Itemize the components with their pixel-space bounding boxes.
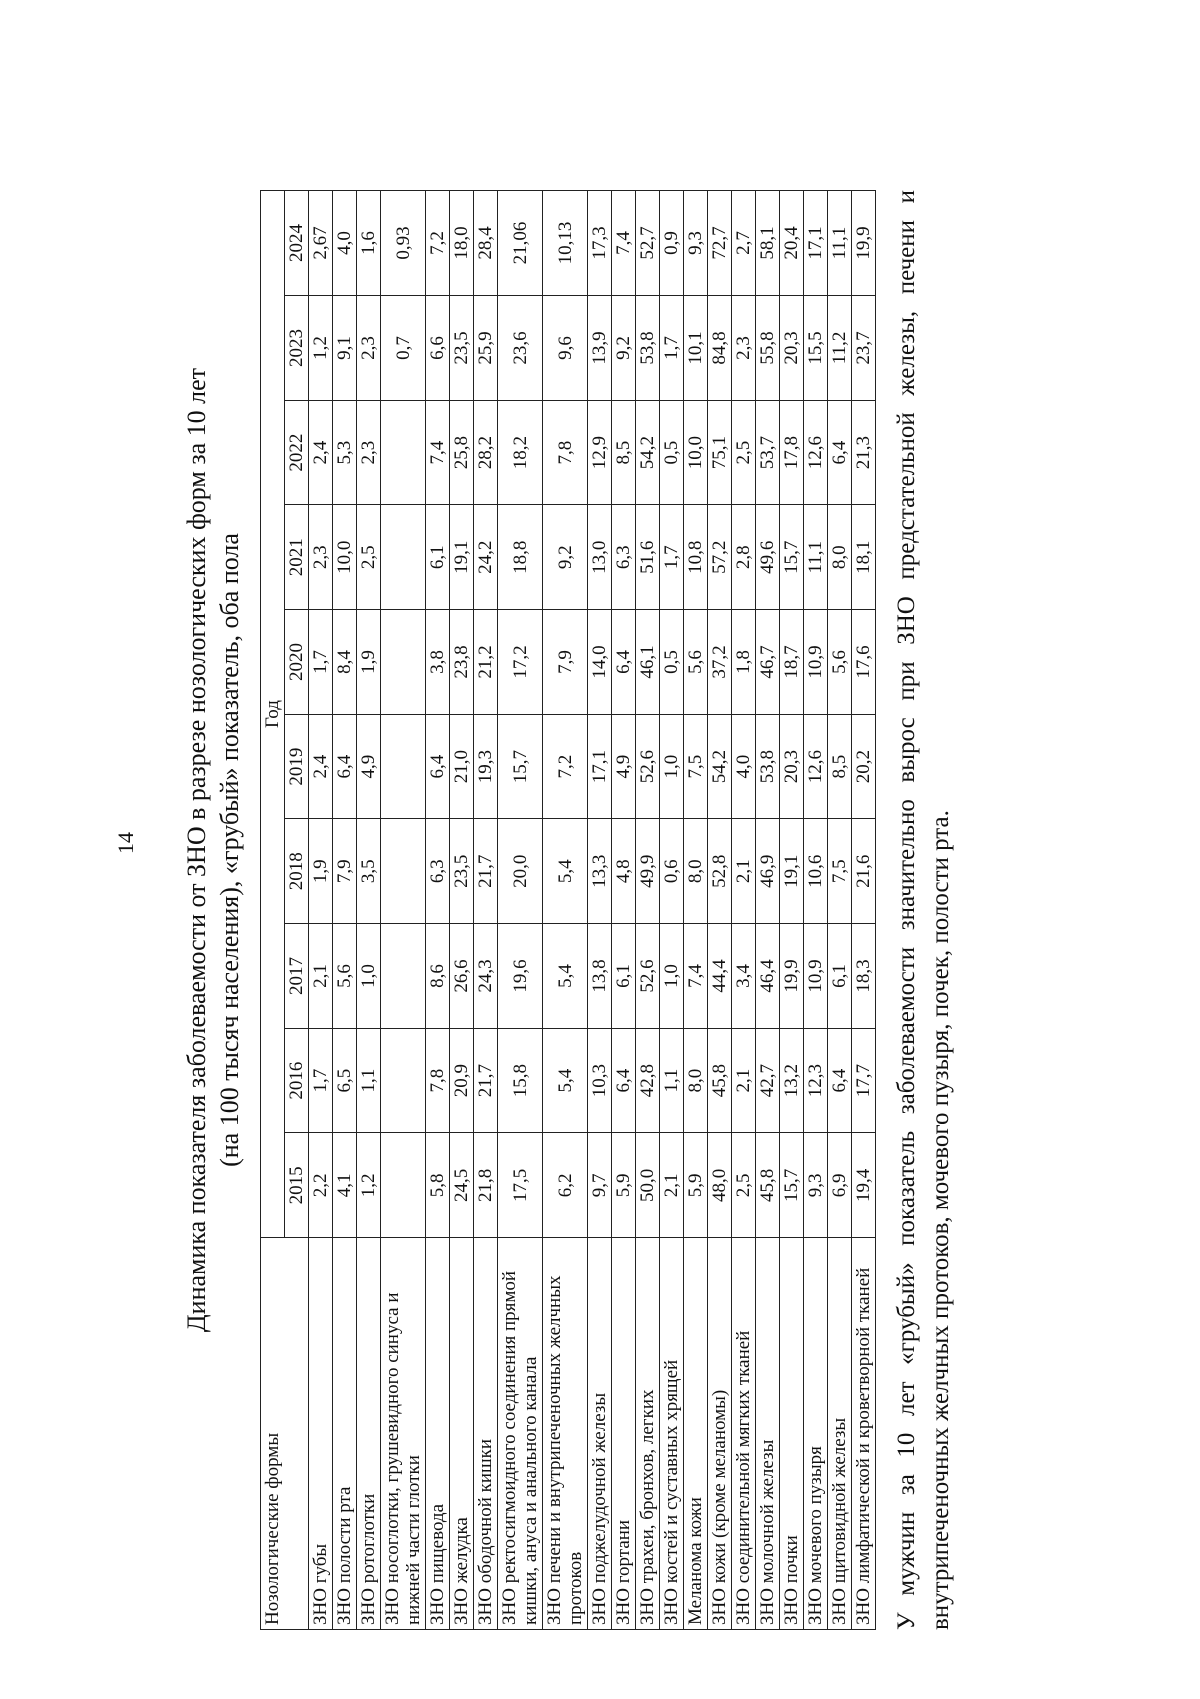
row-name: ЗНО щитовидной железы (828, 1238, 852, 1630)
table-cell: 19,1 (780, 819, 804, 924)
table-cell: 8,6 (426, 924, 450, 1029)
table-cell: 8,0 (684, 1028, 708, 1133)
year-header: 2015 (285, 1133, 309, 1238)
table-cell: 17,7 (852, 1028, 876, 1133)
table-cell: 21,0 (450, 714, 474, 819)
table-cell (381, 1133, 426, 1238)
table-cell: 18,8 (498, 505, 543, 610)
table-cell: 4,9 (612, 714, 636, 819)
page-number: 14 (113, 832, 138, 854)
table-cell: 42,7 (756, 1028, 780, 1133)
table-cell: 46,9 (756, 819, 780, 924)
table-cell: 50,0 (636, 1133, 660, 1238)
table-cell: 84,8 (708, 296, 732, 401)
table-cell: 4,9 (357, 714, 381, 819)
table-cell: 17,5 (498, 1133, 543, 1238)
table-cell: 54,2 (636, 400, 660, 505)
table-cell: 23,5 (450, 296, 474, 401)
table-row (732, 191, 756, 1630)
table-cell: 4,0 (732, 714, 756, 819)
table-cell: 5,4 (543, 924, 588, 1029)
table-cell: 25,8 (450, 400, 474, 505)
table-cell: 14,0 (588, 610, 612, 715)
table-row (684, 191, 708, 1630)
row-name: ЗНО почки (780, 1238, 804, 1630)
table-cell: 5,8 (426, 1133, 450, 1238)
row-name: Меланома кожи (684, 1238, 708, 1630)
row-name: ЗНО носоглотки, грушевидного синуса и нижней части глотки (381, 1238, 426, 1630)
table-row (426, 191, 450, 1630)
table-cell: 55,8 (756, 296, 780, 401)
table-cell: 0,9 (660, 191, 684, 296)
table-cell: 6,3 (612, 505, 636, 610)
table-cell: 58,1 (756, 191, 780, 296)
table-row (309, 191, 333, 1630)
table-cell: 19,3 (474, 714, 498, 819)
table-row (780, 191, 804, 1630)
table-cell: 6,1 (426, 505, 450, 610)
table-cell: 49,9 (636, 819, 660, 924)
table-cell: 10,6 (804, 819, 828, 924)
table-cell: 6,4 (828, 1028, 852, 1133)
table-cell: 15,7 (498, 714, 543, 819)
table-cell: 2,67 (309, 191, 333, 296)
table-cell: 7,5 (684, 714, 708, 819)
table-cell: 0,93 (381, 191, 426, 296)
table-cell: 2,3 (309, 505, 333, 610)
table-cell: 7,8 (426, 1028, 450, 1133)
table-cell: 51,6 (636, 505, 660, 610)
incidence-table (260, 190, 876, 1630)
table-cell: 12,6 (804, 714, 828, 819)
table-cell: 7,5 (828, 819, 852, 924)
table-cell: 7,4 (684, 924, 708, 1029)
table-cell: 6,5 (333, 1028, 357, 1133)
table-cell: 2,2 (309, 1133, 333, 1238)
table-cell: 19,9 (780, 924, 804, 1029)
year-header: 2024 (285, 191, 309, 296)
table-cell: 20,4 (780, 191, 804, 296)
table-cell (381, 714, 426, 819)
table-cell: 4,0 (333, 191, 357, 296)
table-cell: 10,8 (684, 505, 708, 610)
table-cell (381, 505, 426, 610)
table-cell: 2,8 (732, 505, 756, 610)
table-cell: 6,4 (612, 610, 636, 715)
table-cell: 17,8 (780, 400, 804, 505)
row-name: ЗНО пищевода (426, 1238, 450, 1630)
table-cell: 5,6 (684, 610, 708, 715)
table-cell: 52,6 (636, 924, 660, 1029)
table-cell: 18,0 (450, 191, 474, 296)
table-row (333, 191, 357, 1630)
table-row (588, 191, 612, 1630)
year-header: 2021 (285, 505, 309, 610)
row-name: ЗНО соединительной мягких тканей (732, 1238, 756, 1630)
header-row (261, 191, 285, 1630)
table-cell: 1,1 (357, 1028, 381, 1133)
table-cell: 21,3 (852, 400, 876, 505)
table-cell: 2,1 (732, 1028, 756, 1133)
table-cell: 9,6 (543, 296, 588, 401)
table-cell: 7,9 (543, 610, 588, 715)
table-cell: 15,7 (780, 505, 804, 610)
table-cell: 8,5 (612, 400, 636, 505)
table-cell: 2,3 (732, 296, 756, 401)
table-title: Динамика показателя заболеваемости от ЗНО в разрезе нозологических форм за 10 лет (182, 367, 211, 1333)
row-name: ЗНО молочной железы (756, 1238, 780, 1630)
table-cell: 21,06 (498, 191, 543, 296)
table-cell: 8,0 (684, 819, 708, 924)
table-cell: 46,4 (756, 924, 780, 1029)
table-cell: 8,5 (828, 714, 852, 819)
table-cell: 25,9 (474, 296, 498, 401)
table-cell: 9,1 (333, 296, 357, 401)
table-cell: 7,4 (612, 191, 636, 296)
table-cell: 13,0 (588, 505, 612, 610)
table-cell: 7,8 (543, 400, 588, 505)
table-subtitle: (на 100 тысяч населения), «грубый» показатель, оба пола (215, 533, 244, 1167)
table-cell: 6,6 (426, 296, 450, 401)
table-cell: 9,3 (684, 191, 708, 296)
table-cell: 11,1 (804, 505, 828, 610)
table-cell: 1,7 (660, 505, 684, 610)
table-cell: 1,2 (357, 1133, 381, 1238)
table-cell: 2,7 (732, 191, 756, 296)
table-cell: 2,5 (732, 1133, 756, 1238)
table-cell: 10,9 (804, 610, 828, 715)
table-cell (381, 400, 426, 505)
table-cell: 20,0 (498, 819, 543, 924)
table-cell: 7,2 (543, 714, 588, 819)
table-cell: 11,1 (828, 191, 852, 296)
row-name: ЗНО желудка (450, 1238, 474, 1630)
table-cell: 8,4 (333, 610, 357, 715)
table-row (804, 191, 828, 1630)
table-cell: 3,4 (732, 924, 756, 1029)
table-cell: 2,1 (732, 819, 756, 924)
table-cell: 0,5 (660, 400, 684, 505)
row-name: ЗНО костей и суставных хрящей (660, 1238, 684, 1630)
table-cell: 6,1 (612, 924, 636, 1029)
table-cell: 2,3 (357, 400, 381, 505)
summary-paragraph: У мужчин за 10 лет «грубый» показатель заболеваемости значительно вырос при ЗНО предстательной железы, печени и внутрипеченочных желчных протоков, мочевого пузыря, почек, полости рта. (893, 190, 954, 1630)
table-cell: 17,3 (588, 191, 612, 296)
table-cell: 0,7 (381, 296, 426, 401)
table-cell (381, 924, 426, 1029)
table-cell: 1,7 (309, 1028, 333, 1133)
table-cell: 53,8 (756, 714, 780, 819)
year-header: 2018 (285, 819, 309, 924)
row-name: ЗНО полости рта (333, 1238, 357, 1630)
table-cell: 5,4 (543, 819, 588, 924)
row-name: ЗНО поджелудочной железы (588, 1238, 612, 1630)
table-cell: 1,9 (357, 610, 381, 715)
table-cell: 7,2 (426, 191, 450, 296)
table-cell: 7,9 (333, 819, 357, 924)
table-row (498, 191, 543, 1630)
row-name: ЗНО ректосигмоидного соединения прямой кишки, ануса и анального канала (498, 1238, 543, 1630)
table-cell: 24,2 (474, 505, 498, 610)
table-cell: 5,3 (333, 400, 357, 505)
table-cell: 10,9 (804, 924, 828, 1029)
table-cell: 20,3 (780, 714, 804, 819)
table-cell: 5,9 (612, 1133, 636, 1238)
table-row (612, 191, 636, 1630)
table-cell: 2,5 (732, 400, 756, 505)
table-row (828, 191, 852, 1630)
row-name: ЗНО гортани (612, 1238, 636, 1630)
table-cell: 5,4 (543, 1028, 588, 1133)
table-cell: 5,9 (684, 1133, 708, 1238)
row-name: ЗНО печени и внутрипеченочных желчных протоков (543, 1238, 588, 1630)
table-cell: 57,2 (708, 505, 732, 610)
table-cell: 21,2 (474, 610, 498, 715)
table-cell (381, 819, 426, 924)
table-cell: 9,2 (543, 505, 588, 610)
table-cell: 20,3 (780, 296, 804, 401)
table-cell: 20,2 (852, 714, 876, 819)
table-cell: 6,2 (543, 1133, 588, 1238)
table-cell: 1,0 (660, 714, 684, 819)
table-cell: 2,3 (357, 296, 381, 401)
table-cell: 28,4 (474, 191, 498, 296)
table-cell: 10,0 (333, 505, 357, 610)
table-cell: 46,1 (636, 610, 660, 715)
table-cell: 18,2 (498, 400, 543, 505)
table-cell: 1,1 (660, 1028, 684, 1133)
table-cell: 2,1 (309, 924, 333, 1029)
table-cell: 48,0 (708, 1133, 732, 1238)
table-cell: 1,7 (660, 296, 684, 401)
row-name: ЗНО трахеи, бронхов, легких (636, 1238, 660, 1630)
table-cell: 17,2 (498, 610, 543, 715)
row-name: ЗНО мочевого пузыря (804, 1238, 828, 1630)
table-cell: 53,7 (756, 400, 780, 505)
table-cell: 8,0 (828, 505, 852, 610)
table-cell: 23,7 (852, 296, 876, 401)
table-cell: 44,4 (708, 924, 732, 1029)
year-header: 2022 (285, 400, 309, 505)
table-row (474, 191, 498, 1630)
year-header: 2017 (285, 924, 309, 1029)
row-name: ЗНО ободочной кишки (474, 1238, 498, 1630)
table-cell: 24,5 (450, 1133, 474, 1238)
table-cell: 18,3 (852, 924, 876, 1029)
table-cell: 17,6 (852, 610, 876, 715)
table-cell: 1,2 (309, 296, 333, 401)
table-cell: 10,0 (684, 400, 708, 505)
table-cell: 19,4 (852, 1133, 876, 1238)
table-cell: 42,8 (636, 1028, 660, 1133)
table-row (543, 191, 588, 1630)
table-cell: 15,8 (498, 1028, 543, 1133)
table-cell: 9,2 (612, 296, 636, 401)
table-row (708, 191, 732, 1630)
table-cell: 75,1 (708, 400, 732, 505)
table-cell: 26,6 (450, 924, 474, 1029)
table-cell: 7,4 (426, 400, 450, 505)
table-body (309, 191, 876, 1630)
table-cell: 53,8 (636, 296, 660, 401)
table-cell: 2,5 (357, 505, 381, 610)
table-row (756, 191, 780, 1630)
table-cell: 17,1 (588, 714, 612, 819)
year-header: 2023 (285, 296, 309, 401)
table-row (357, 191, 381, 1630)
table-cell: 45,8 (756, 1133, 780, 1238)
table-cell: 0,5 (660, 610, 684, 715)
table-cell: 24,3 (474, 924, 498, 1029)
table-cell: 3,8 (426, 610, 450, 715)
table-cell: 28,2 (474, 400, 498, 505)
rotated-content (180, 70, 1040, 1630)
table-cell: 52,8 (708, 819, 732, 924)
year-header: 2020 (285, 610, 309, 715)
header-forms: Нозологические формы (261, 1238, 309, 1630)
table-cell: 13,9 (588, 296, 612, 401)
header-year: Год (261, 191, 285, 1238)
table-cell: 12,9 (588, 400, 612, 505)
table-cell: 9,3 (804, 1133, 828, 1238)
table-cell: 6,4 (828, 400, 852, 505)
table-cell: 2,4 (309, 714, 333, 819)
table-cell: 13,8 (588, 924, 612, 1029)
table-cell: 23,6 (498, 296, 543, 401)
row-name: ЗНО ротоглотки (357, 1238, 381, 1630)
table-cell: 1,0 (357, 924, 381, 1029)
table-cell: 12,3 (804, 1028, 828, 1133)
table-cell (381, 1028, 426, 1133)
table-cell: 21,8 (474, 1133, 498, 1238)
table-cell: 4,8 (612, 819, 636, 924)
table-cell: 6,1 (828, 924, 852, 1029)
table-cell: 10,1 (684, 296, 708, 401)
table-cell: 5,6 (333, 924, 357, 1029)
table-cell: 15,5 (804, 296, 828, 401)
table-cell: 52,6 (636, 714, 660, 819)
table-cell: 12,6 (804, 400, 828, 505)
table-cell: 1,7 (309, 610, 333, 715)
table-cell: 9,7 (588, 1133, 612, 1238)
row-name: ЗНО кожи (кроме меланомы) (708, 1238, 732, 1630)
table-cell: 17,1 (804, 191, 828, 296)
table-cell: 19,9 (852, 191, 876, 296)
table-row (381, 191, 426, 1630)
table-cell: 6,4 (612, 1028, 636, 1133)
table-cell: 10,3 (588, 1028, 612, 1133)
row-name: ЗНО губы (309, 1238, 333, 1630)
table-cell: 5,6 (828, 610, 852, 715)
table-cell: 18,7 (780, 610, 804, 715)
table-row (852, 191, 876, 1630)
table-cell: 1,0 (660, 924, 684, 1029)
table-cell: 2,4 (309, 400, 333, 505)
table-cell: 37,2 (708, 610, 732, 715)
table-cell: 6,9 (828, 1133, 852, 1238)
row-name: ЗНО лимфатической и кроветворной тканей (852, 1238, 876, 1630)
table-cell: 54,2 (708, 714, 732, 819)
table-cell: 10,13 (543, 191, 588, 296)
table-row (450, 191, 474, 1630)
table-cell: 3,5 (357, 819, 381, 924)
table-cell: 15,7 (780, 1133, 804, 1238)
table-cell: 19,1 (450, 505, 474, 610)
table-cell: 52,7 (636, 191, 660, 296)
table-cell: 13,3 (588, 819, 612, 924)
table-row (636, 191, 660, 1630)
year-header: 2016 (285, 1028, 309, 1133)
table-cell: 18,1 (852, 505, 876, 610)
table-cell: 23,8 (450, 610, 474, 715)
table-cell: 0,6 (660, 819, 684, 924)
table-cell: 21,7 (474, 819, 498, 924)
table-cell: 46,7 (756, 610, 780, 715)
table-cell: 72,7 (708, 191, 732, 296)
table-cell: 11,2 (828, 296, 852, 401)
table-cell: 6,3 (426, 819, 450, 924)
table-row (660, 191, 684, 1630)
table-cell: 1,8 (732, 610, 756, 715)
table-cell: 1,9 (309, 819, 333, 924)
table-cell (381, 610, 426, 715)
table-cell: 23,5 (450, 819, 474, 924)
table-cell: 21,6 (852, 819, 876, 924)
table-cell: 6,4 (333, 714, 357, 819)
table-cell: 20,9 (450, 1028, 474, 1133)
table-cell: 21,7 (474, 1028, 498, 1133)
table-cell: 6,4 (426, 714, 450, 819)
year-header: 2019 (285, 714, 309, 819)
table-cell: 13,2 (780, 1028, 804, 1133)
table-cell: 45,8 (708, 1028, 732, 1133)
table-cell: 19,6 (498, 924, 543, 1029)
table-cell: 49,6 (756, 505, 780, 610)
table-cell: 4,1 (333, 1133, 357, 1238)
table-cell: 1,6 (357, 191, 381, 296)
table-cell: 2,1 (660, 1133, 684, 1238)
